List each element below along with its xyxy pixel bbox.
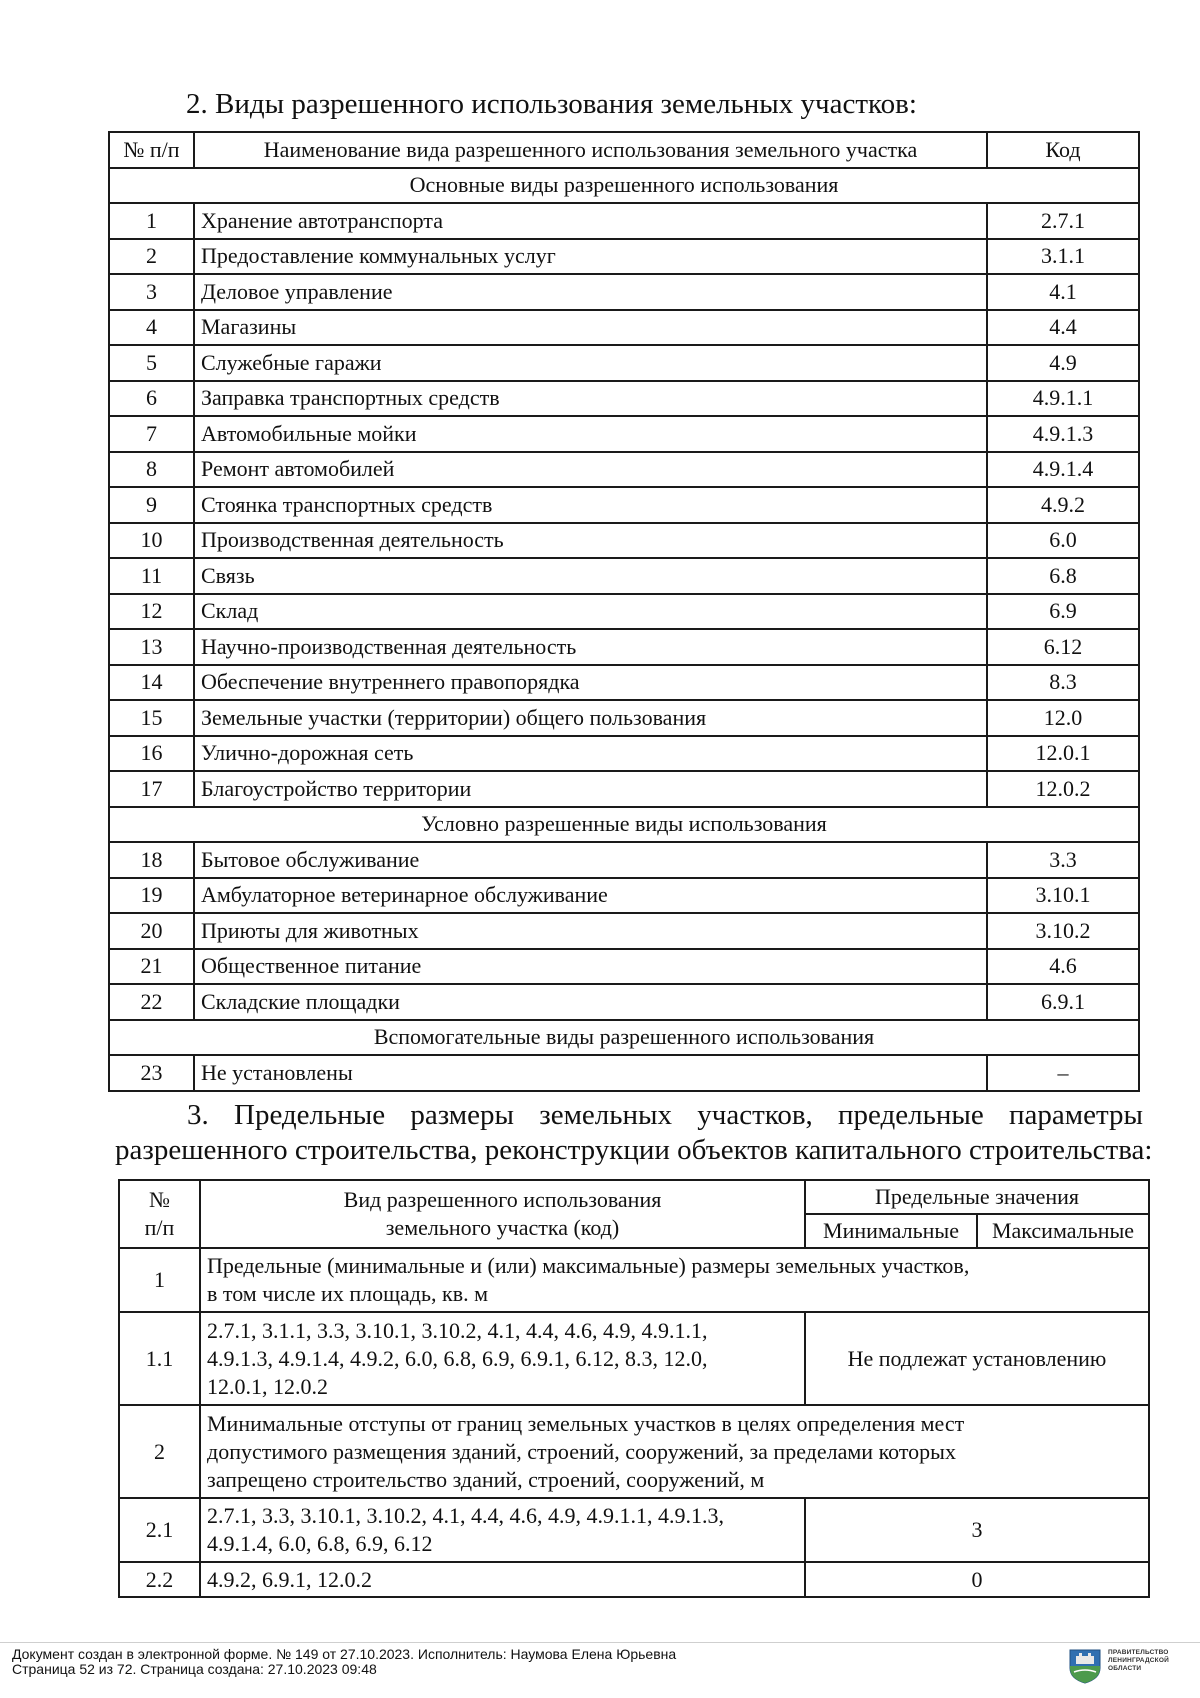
- table-row: [109, 700, 1139, 736]
- document-footer: [12, 1647, 676, 1677]
- section-row: [109, 168, 1139, 204]
- row-num: 5: [109, 345, 194, 381]
- table-row: [109, 771, 1139, 807]
- row-num: 2: [119, 1405, 200, 1498]
- row-name: Служебные гаражи: [194, 345, 987, 381]
- table-row: [109, 949, 1139, 985]
- row-num: 11: [109, 558, 194, 594]
- table-row: [109, 984, 1139, 1020]
- section-title: Вспомогательные виды разрешенного использования: [109, 1020, 1139, 1056]
- row-name: Благоустройство территории: [194, 771, 987, 807]
- table-row: [109, 1055, 1139, 1091]
- table-row: [119, 1498, 1149, 1562]
- row-name: Бытовое обслуживание: [194, 842, 987, 878]
- limit-parameters-table: [118, 1179, 1150, 1598]
- row-num: 13: [109, 629, 194, 665]
- footer-divider: [0, 1642, 1200, 1643]
- row-code: –: [987, 1055, 1139, 1091]
- section-2-heading: 2. Виды разрешенного использования земельных участков:: [186, 88, 917, 120]
- row-name: Хранение автотранспорта: [194, 203, 987, 239]
- row-name: Ремонт автомобилей: [194, 452, 987, 488]
- row-name: Приюты для животных: [194, 913, 987, 949]
- row-num: 3: [109, 274, 194, 310]
- header-num: № п/п: [119, 1180, 200, 1248]
- row-code: 4.9.1.4: [987, 452, 1139, 488]
- table-row: [109, 913, 1139, 949]
- row-text: Минимальные отступы от границ земельных участков в целях определения мест допустимого размещения зданий, строений, сооружений, за пределами которых запрещено строительство зданий, строений, сооружений, м: [200, 1405, 1149, 1498]
- table-row: [119, 1248, 1149, 1312]
- row-code: 6.9: [987, 594, 1139, 630]
- row-text: Предельные (минимальные и (или) максимальные) размеры земельных участков, в том числе их площадь, кв. м: [200, 1248, 1149, 1312]
- section-row: [109, 1020, 1139, 1056]
- table-row: [109, 487, 1139, 523]
- row-code: 4.4: [987, 310, 1139, 346]
- row-code: 6.12: [987, 629, 1139, 665]
- row-name: Улично-дорожная сеть: [194, 736, 987, 772]
- row-num: 15: [109, 700, 194, 736]
- row-num: 14: [109, 665, 194, 701]
- row-num: 18: [109, 842, 194, 878]
- table-row: [119, 1312, 1149, 1405]
- row-name: Магазины: [194, 310, 987, 346]
- row-num: 22: [109, 984, 194, 1020]
- table-row: [109, 594, 1139, 630]
- table-row: [109, 310, 1139, 346]
- row-code: 3.10.2: [987, 913, 1139, 949]
- section-row: [109, 807, 1139, 843]
- row-num: 21: [109, 949, 194, 985]
- row-num: 7: [109, 416, 194, 452]
- row-name: Деловое управление: [194, 274, 987, 310]
- section-3-heading: [115, 1098, 1153, 1168]
- row-value: 3: [805, 1498, 1149, 1562]
- table-row: [109, 416, 1139, 452]
- row-code: 6.8: [987, 558, 1139, 594]
- table-row: [109, 878, 1139, 914]
- row-name: Автомобильные мойки: [194, 416, 987, 452]
- row-num: 2: [109, 239, 194, 275]
- table-row: [109, 842, 1139, 878]
- table-row: [109, 452, 1139, 488]
- row-code: 12.0: [987, 700, 1139, 736]
- row-num: 12: [109, 594, 194, 630]
- table-row: [109, 239, 1139, 275]
- row-num: 23: [109, 1055, 194, 1091]
- row-name: Связь: [194, 558, 987, 594]
- row-num: 17: [109, 771, 194, 807]
- header-name: Наименование вида разрешенного использования земельного участка: [194, 132, 987, 168]
- row-code: 3.10.1: [987, 878, 1139, 914]
- row-num: 1: [119, 1248, 200, 1312]
- row-num: 2.1: [119, 1498, 200, 1562]
- table-row: [109, 665, 1139, 701]
- row-codes: 4.9.2, 6.9.1, 12.0.2: [200, 1562, 805, 1597]
- row-name: Складские площадки: [194, 984, 987, 1020]
- row-num: 2.2: [119, 1562, 200, 1597]
- row-num: 19: [109, 878, 194, 914]
- row-code: 4.1: [987, 274, 1139, 310]
- row-name: Заправка транспортных средств: [194, 381, 987, 417]
- table-header-row: [109, 132, 1139, 168]
- section-3-heading-line2: разрешенного строительства, реконструкции объектов капитального строительства:: [115, 1134, 1153, 1166]
- header-kind: Вид разрешенного использования земельного участка (код): [200, 1180, 805, 1248]
- footer-line-2: Страница 52 из 72. Страница создана: 27.10.2023 09:48: [12, 1661, 377, 1677]
- land-use-types-table: [108, 131, 1140, 1092]
- row-num: 16: [109, 736, 194, 772]
- row-name: Предоставление коммунальных услуг: [194, 239, 987, 275]
- section-title: Основные виды разрешенного использования: [109, 168, 1139, 204]
- row-num: 10: [109, 523, 194, 559]
- section-3-heading-line1: 3. Предельные размеры земельных участков, предельные параметры: [187, 1099, 1143, 1131]
- table-row: [119, 1562, 1149, 1597]
- row-code: 3.3: [987, 842, 1139, 878]
- row-name: Общественное питание: [194, 949, 987, 985]
- row-codes: 2.7.1, 3.1.1, 3.3, 3.10.1, 3.10.2, 4.1, 4.4, 4.6, 4.9, 4.9.1.1, 4.9.1.3, 4.9.1.4, 4.9.2, 6.0, 6.8, 6.9, 6.9.1, 6.12, 8.3, 12.0, 12.0.1, 12.0.2: [200, 1312, 805, 1405]
- row-code: 12.0.1: [987, 736, 1139, 772]
- row-num: 4: [109, 310, 194, 346]
- row-value: Не подлежат установлению: [805, 1312, 1149, 1405]
- section-title: Условно разрешенные виды использования: [109, 807, 1139, 843]
- row-code: 4.6: [987, 949, 1139, 985]
- row-code: 8.3: [987, 665, 1139, 701]
- table-row: [109, 629, 1139, 665]
- row-num: 6: [109, 381, 194, 417]
- org-name: ПРАВИТЕЛЬСТВО ЛЕНИНГРАДСКОЙ ОБЛАСТИ: [1108, 1649, 1169, 1672]
- table-row: [109, 203, 1139, 239]
- row-code: 12.0.2: [987, 771, 1139, 807]
- row-codes: 2.7.1, 3.3, 3.10.1, 3.10.2, 4.1, 4.4, 4.6, 4.9, 4.9.1.1, 4.9.1.3, 4.9.1.4, 6.0, 6.8, 6.9, 6.12: [200, 1498, 805, 1562]
- row-code: 4.9.2: [987, 487, 1139, 523]
- header-limits: Предельные значения: [805, 1180, 1149, 1214]
- table-row: [109, 345, 1139, 381]
- row-num: 8: [109, 452, 194, 488]
- header-max: Максимальные: [977, 1214, 1149, 1248]
- table-row: [109, 523, 1139, 559]
- row-code: 6.0: [987, 523, 1139, 559]
- table-row: [109, 558, 1139, 594]
- row-num: 20: [109, 913, 194, 949]
- row-name: Производственная деятельность: [194, 523, 987, 559]
- row-code: 4.9.1.3: [987, 416, 1139, 452]
- coat-of-arms-icon: [1068, 1648, 1102, 1684]
- row-num: 1.1: [119, 1312, 200, 1405]
- table-row: [109, 736, 1139, 772]
- row-name: Амбулаторное ветеринарное обслуживание: [194, 878, 987, 914]
- row-name: Склад: [194, 594, 987, 630]
- row-value: 0: [805, 1562, 1149, 1597]
- row-code: 6.9.1: [987, 984, 1139, 1020]
- table-row: [109, 381, 1139, 417]
- row-num: 9: [109, 487, 194, 523]
- row-name: Обеспечение внутреннего правопорядка: [194, 665, 987, 701]
- row-name: Научно-производственная деятельность: [194, 629, 987, 665]
- row-name: Стоянка транспортных средств: [194, 487, 987, 523]
- row-num: 1: [109, 203, 194, 239]
- row-code: 4.9.1.1: [987, 381, 1139, 417]
- row-name: Земельные участки (территории) общего пользования: [194, 700, 987, 736]
- row-code: 3.1.1: [987, 239, 1139, 275]
- table-row: [119, 1405, 1149, 1498]
- header-code: Код: [987, 132, 1139, 168]
- row-name: Не установлены: [194, 1055, 987, 1091]
- row-code: 4.9: [987, 345, 1139, 381]
- footer-line-1: Документ создан в электронной форме. № 149 от 27.10.2023. Исполнитель: Наумова Елена Юрьевна: [12, 1646, 677, 1662]
- header-num: № п/п: [109, 132, 194, 168]
- header-min: Минимальные: [805, 1214, 977, 1248]
- row-code: 2.7.1: [987, 203, 1139, 239]
- table-row: [109, 274, 1139, 310]
